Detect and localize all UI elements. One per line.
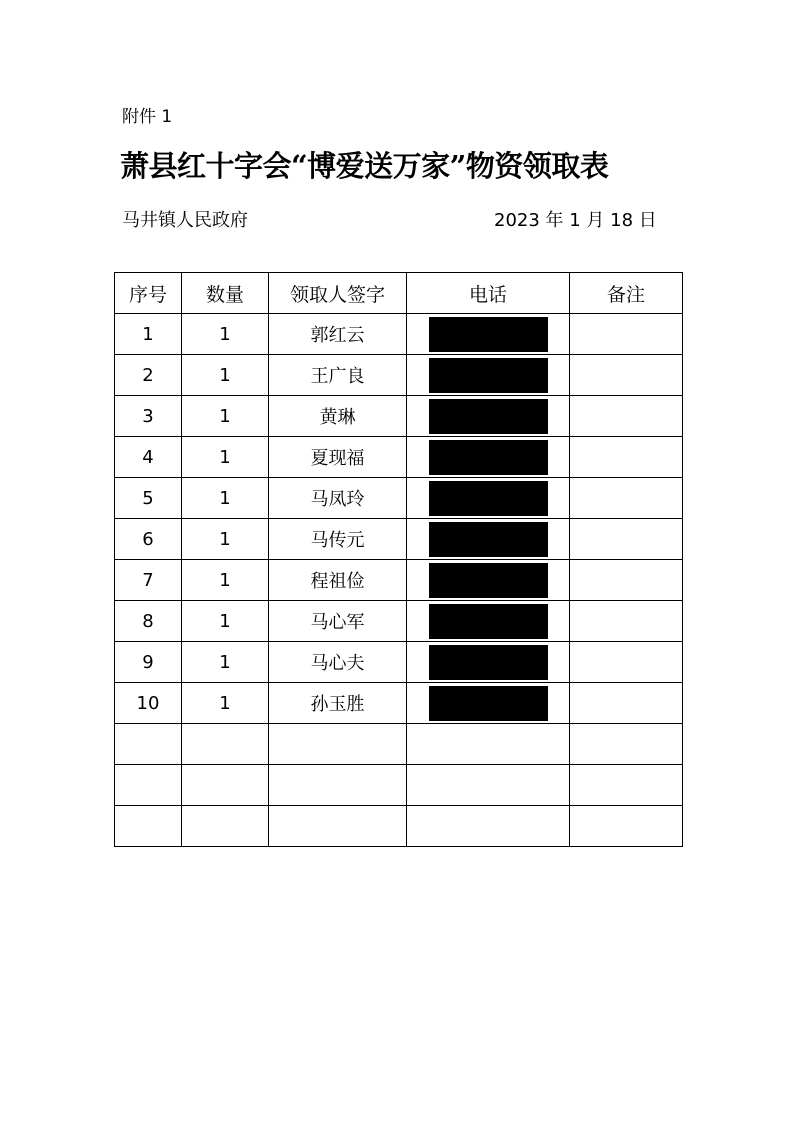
table-row (115, 355, 683, 396)
quantity-cell: 1 (182, 683, 269, 724)
header-phone: 电话 (407, 273, 570, 314)
quantity-cell: 1 (182, 519, 269, 560)
quantity-cell: 1 (182, 355, 269, 396)
recipient-name-cell: 黄琳 (269, 396, 407, 437)
remarks-cell (570, 396, 683, 437)
phone-cell (407, 724, 570, 765)
redacted-phone-block (429, 604, 548, 639)
table-row (115, 396, 683, 437)
quantity-cell: 1 (182, 560, 269, 601)
redacted-phone-block (429, 563, 548, 598)
quantity-cell: 1 (182, 601, 269, 642)
phone-cell (407, 601, 570, 642)
quantity-cell (182, 765, 269, 806)
table-row (115, 806, 683, 847)
phone-cell (407, 765, 570, 806)
serial-cell: 5 (115, 478, 182, 519)
recipient-name-cell (269, 765, 407, 806)
serial-cell: 2 (115, 355, 182, 396)
serial-cell: 4 (115, 437, 182, 478)
table-row (115, 601, 683, 642)
table-row (115, 519, 683, 560)
table-row (115, 560, 683, 601)
header-serial-number: 序号 (115, 273, 182, 314)
serial-cell: 10 (115, 683, 182, 724)
quantity-cell: 1 (182, 314, 269, 355)
recipient-name-cell: 郭红云 (269, 314, 407, 355)
recipient-name-cell: 马凤玲 (269, 478, 407, 519)
recipient-name-cell: 马心军 (269, 601, 407, 642)
redacted-phone-block (429, 645, 548, 680)
remarks-cell (570, 478, 683, 519)
table-header-row (115, 273, 683, 314)
phone-cell (407, 806, 570, 847)
issuer-name: 马井镇人民政府 (122, 210, 248, 231)
phone-cell (407, 560, 570, 601)
redacted-phone-block (429, 481, 548, 516)
phone-cell (407, 683, 570, 724)
table-row (115, 437, 683, 478)
phone-cell (407, 478, 570, 519)
remarks-cell (570, 355, 683, 396)
phone-cell (407, 519, 570, 560)
recipient-name-cell (269, 724, 407, 765)
serial-cell (115, 724, 182, 765)
phone-cell (407, 355, 570, 396)
remarks-cell (570, 519, 683, 560)
quantity-cell (182, 724, 269, 765)
redacted-phone-block (429, 358, 548, 393)
quantity-cell: 1 (182, 642, 269, 683)
table-row (115, 642, 683, 683)
remarks-cell (570, 765, 683, 806)
recipient-name-cell: 马心夫 (269, 642, 407, 683)
redacted-phone-block (429, 399, 548, 434)
remarks-cell (570, 806, 683, 847)
recipient-name-cell: 马传元 (269, 519, 407, 560)
table-row (115, 478, 683, 519)
remarks-cell (570, 314, 683, 355)
phone-cell (407, 314, 570, 355)
serial-cell: 9 (115, 642, 182, 683)
remarks-cell (570, 724, 683, 765)
serial-cell: 3 (115, 396, 182, 437)
table-row (115, 683, 683, 724)
remarks-cell (570, 437, 683, 478)
remarks-cell (570, 601, 683, 642)
quantity-cell: 1 (182, 396, 269, 437)
table-row (115, 724, 683, 765)
quantity-cell (182, 806, 269, 847)
table-row (115, 765, 683, 806)
serial-cell: 1 (115, 314, 182, 355)
quantity-cell: 1 (182, 437, 269, 478)
remarks-cell (570, 560, 683, 601)
recipient-name-cell: 程祖俭 (269, 560, 407, 601)
recipient-name-cell (269, 806, 407, 847)
serial-cell: 6 (115, 519, 182, 560)
header-quantity: 数量 (182, 273, 269, 314)
serial-cell: 8 (115, 601, 182, 642)
redacted-phone-block (429, 317, 548, 352)
remarks-cell (570, 683, 683, 724)
redacted-phone-block (429, 686, 548, 721)
recipient-name-cell: 王广良 (269, 355, 407, 396)
issue-date: 2023 年 1 月 18 日 (494, 210, 657, 231)
redacted-phone-block (429, 522, 548, 557)
redacted-phone-block (429, 440, 548, 475)
recipient-name-cell: 孙玉胜 (269, 683, 407, 724)
table-row (115, 314, 683, 355)
phone-cell (407, 437, 570, 478)
distribution-table (114, 272, 683, 847)
serial-cell: 7 (115, 560, 182, 601)
quantity-cell: 1 (182, 478, 269, 519)
serial-cell (115, 765, 182, 806)
phone-cell (407, 396, 570, 437)
header-recipient-signature: 领取人签字 (269, 273, 407, 314)
serial-cell (115, 806, 182, 847)
remarks-cell (570, 642, 683, 683)
phone-cell (407, 642, 570, 683)
header-remarks: 备注 (570, 273, 683, 314)
attachment-label: 附件 1 (122, 107, 173, 127)
recipient-name-cell: 夏现福 (269, 437, 407, 478)
document-title: 萧县红十字会“博爱送万家”物资领取表 (120, 149, 609, 183)
